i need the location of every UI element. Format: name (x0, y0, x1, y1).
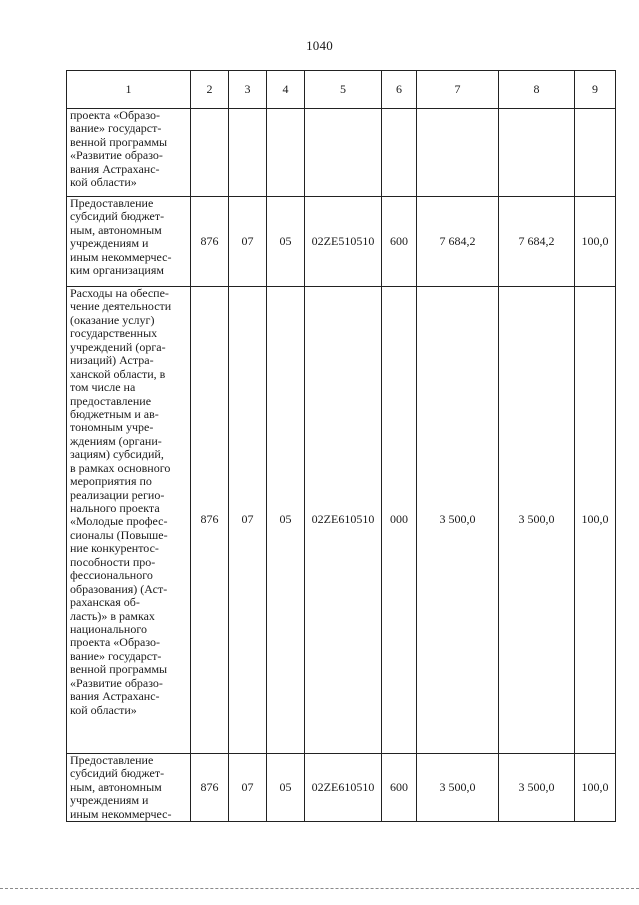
expense-type-cell (382, 109, 417, 197)
budget-table (66, 70, 616, 822)
admin-code-cell: 876 (191, 197, 229, 287)
column-header: 8 (499, 71, 575, 109)
row-description-text: Расходы на обеспе- чение деятельности (оказание услуг) государственных учреждений (орга- низаций) Астра- ханской области, в том числе на предоставление бюджетным и ав- тономным учре- ждениям (органи- зациям) субсидий, в рамках основного мероприятия по реализации регио- нального проекта «Молодые профес- сионалы (Повыше- ние конкурентос- пособности про- фессионального образования) (Аст- раханская об- ласть)» в рамках национального проекта «Образо- вание» государст- венной программы «Развитие образо- вания Астраханс- кой области» (70, 286, 172, 717)
target-article-cell: 02ZE610510 (305, 287, 382, 754)
column-header: 4 (267, 71, 305, 109)
target-article-cell (305, 109, 382, 197)
admin-code-cell: 876 (191, 287, 229, 754)
row-description-text: Предоставление субсидий бюджет- ным, автономным учреждениям и иным некоммерчес- ким организациям (70, 196, 172, 278)
actual-amount-cell: 3 500,0 (499, 287, 575, 754)
percent-cell: 100,0 (575, 287, 616, 754)
table-row (67, 287, 616, 754)
admin-code-cell: 876 (191, 754, 229, 822)
expense-type-cell: 600 (382, 197, 417, 287)
table-row (67, 109, 616, 197)
column-header: 5 (305, 71, 382, 109)
target-article-cell: 02ZE610510 (305, 754, 382, 822)
actual-amount-cell (499, 109, 575, 197)
expense-type-cell: 600 (382, 754, 417, 822)
subsection-cell: 05 (267, 754, 305, 822)
planned-amount-cell: 3 500,0 (417, 754, 499, 822)
admin-code-cell (191, 109, 229, 197)
column-header: 3 (229, 71, 267, 109)
row-description (67, 197, 191, 287)
column-header: 6 (382, 71, 417, 109)
row-description-text: проекта «Образо- вание» государст- венной программы «Развитие образо- вания Астраханс- кой области» (70, 108, 168, 190)
subsection-cell (267, 109, 305, 197)
header-row (67, 71, 616, 109)
section-cell (229, 109, 267, 197)
expense-type-cell: 000 (382, 287, 417, 754)
column-header: 7 (417, 71, 499, 109)
column-header: 1 (67, 71, 191, 109)
table-row (67, 754, 616, 822)
row-description (67, 754, 191, 822)
percent-cell: 100,0 (575, 197, 616, 287)
actual-amount-cell: 7 684,2 (499, 197, 575, 287)
row-description (67, 287, 191, 754)
section-cell: 07 (229, 287, 267, 754)
section-cell: 07 (229, 754, 267, 822)
section-cell: 07 (229, 197, 267, 287)
column-header: 9 (575, 71, 616, 109)
row-description-text: Предоставление субсидий бюджет- ным, автономным учреждениям и иным некоммерчес- (70, 753, 172, 821)
subsection-cell: 05 (267, 197, 305, 287)
table-row (67, 197, 616, 287)
planned-amount-cell: 7 684,2 (417, 197, 499, 287)
row-description (67, 109, 191, 197)
percent-cell: 100,0 (575, 754, 616, 822)
target-article-cell: 02ZE510510 (305, 197, 382, 287)
page-number: 1040 (306, 38, 333, 53)
subsection-cell: 05 (267, 287, 305, 754)
planned-amount-cell (417, 109, 499, 197)
column-header: 2 (191, 71, 229, 109)
percent-cell (575, 109, 616, 197)
actual-amount-cell: 3 500,0 (499, 754, 575, 822)
planned-amount-cell: 3 500,0 (417, 287, 499, 754)
page-bottom-divider (0, 888, 639, 889)
